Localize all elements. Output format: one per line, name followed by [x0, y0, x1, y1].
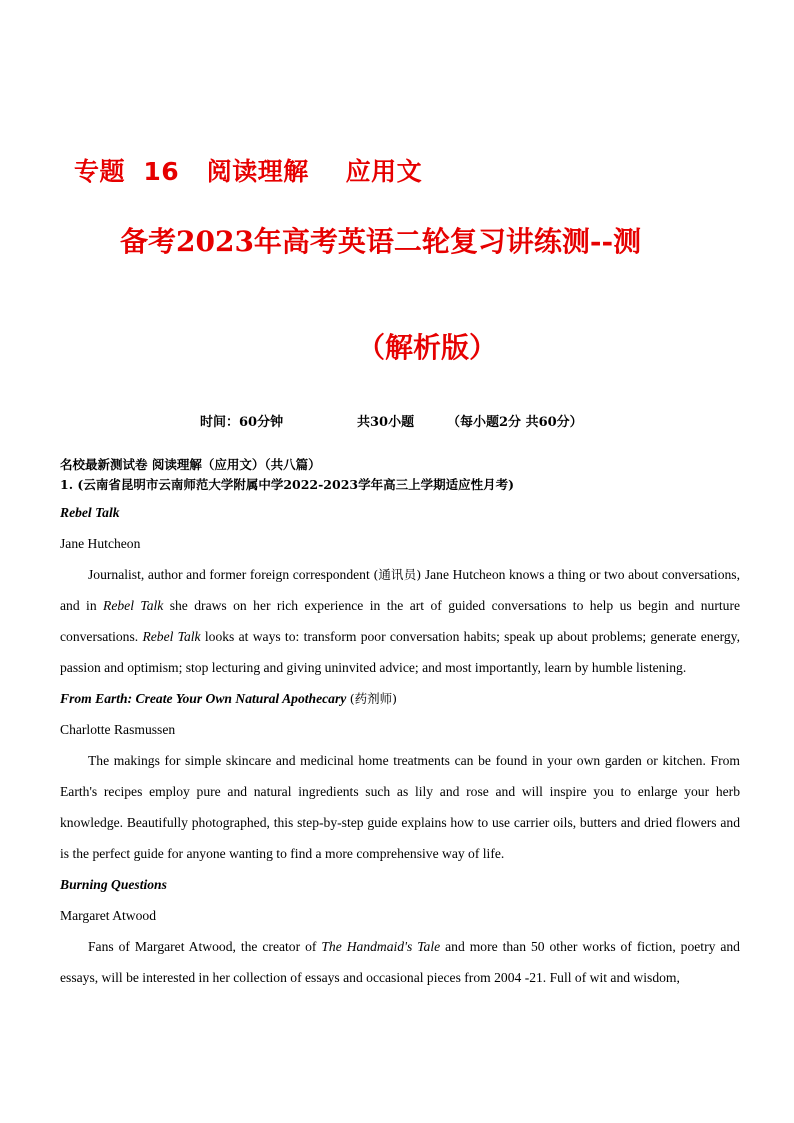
book-title-text: From Earth: Create Your Own Natural Apothecary — [60, 691, 347, 706]
book-description — [60, 559, 740, 683]
description-text: Journalist, author and former foreign correspondent — [88, 567, 374, 582]
description-text: Fans of Margaret Atwood, the creator of — [88, 939, 322, 954]
book-author: Margaret Atwood — [60, 908, 157, 923]
description-text: and more than 50 other works of fiction, poetry and essays, will be interested in her collection of essays and occasional pieces from 2004 -21. Full of wit and wisdom, — [60, 939, 740, 985]
book-title: Burning Questions — [60, 877, 167, 892]
exam-info — [200, 411, 583, 430]
book-title: Rebel Talk — [60, 505, 120, 520]
main-title: 备考2023年高考英语二轮复习讲练测--测 — [120, 225, 642, 258]
section-heading: 名校最新测试卷 阅读理解（应用文）（共八篇） — [60, 457, 321, 472]
question-source: 1. (云南省昆明市云南师范大学附属中学2022-2023学年高三上学期适应性月考) — [60, 477, 514, 492]
description-text: looks at ways to: transform poor conversation habits; speak up about problems; generate energy, passion and optimism; stop lecturing and giving uninvited advice; and most importantly, learn by humble listening. — [60, 629, 740, 675]
book-description: The makings for simple skincare and medicinal home treatments can be found in your own garden or kitchen. From Earth's recipes employ pure and natural ingredients such as lily and rose and will inspire you to enlarge your herb knowledge. Beautifully photographed, this step-by-step guide explains how to use carrier oils, butters and dried flowers and is the perfect guide for anyone wanting to find a more comprehensive way of life. — [60, 753, 740, 861]
book-title-reference: Rebel Talk — [142, 629, 201, 644]
topic-title: 专题 16 阅读理解 应用文 — [74, 157, 423, 186]
score-info: （每小题2分 共60分） — [447, 415, 583, 430]
book-author: Charlotte Rasmussen — [60, 722, 176, 737]
book-author: Jane Hutcheon — [60, 536, 141, 551]
exam-time: 时间：60分钟 — [200, 415, 284, 430]
book-description — [60, 931, 740, 993]
passage-body — [60, 497, 740, 993]
translation-note: (通讯员) — [373, 567, 422, 582]
book-title-reference: Rebel Talk — [103, 598, 164, 613]
description-text: Jane Hutcheon knows a thing or two about conversations, and in — [60, 567, 740, 613]
book-title — [60, 683, 740, 714]
question-count: 共30小题 — [357, 415, 415, 430]
description-text: she draws on her rich experience in the art of guided conversations to help us begin and nurture conversations. — [60, 598, 741, 644]
book-title-reference: The Handmaid's Tale — [321, 939, 441, 954]
translation-note: (药剂师) — [349, 691, 397, 706]
subtitle: （解析版） — [357, 331, 498, 364]
